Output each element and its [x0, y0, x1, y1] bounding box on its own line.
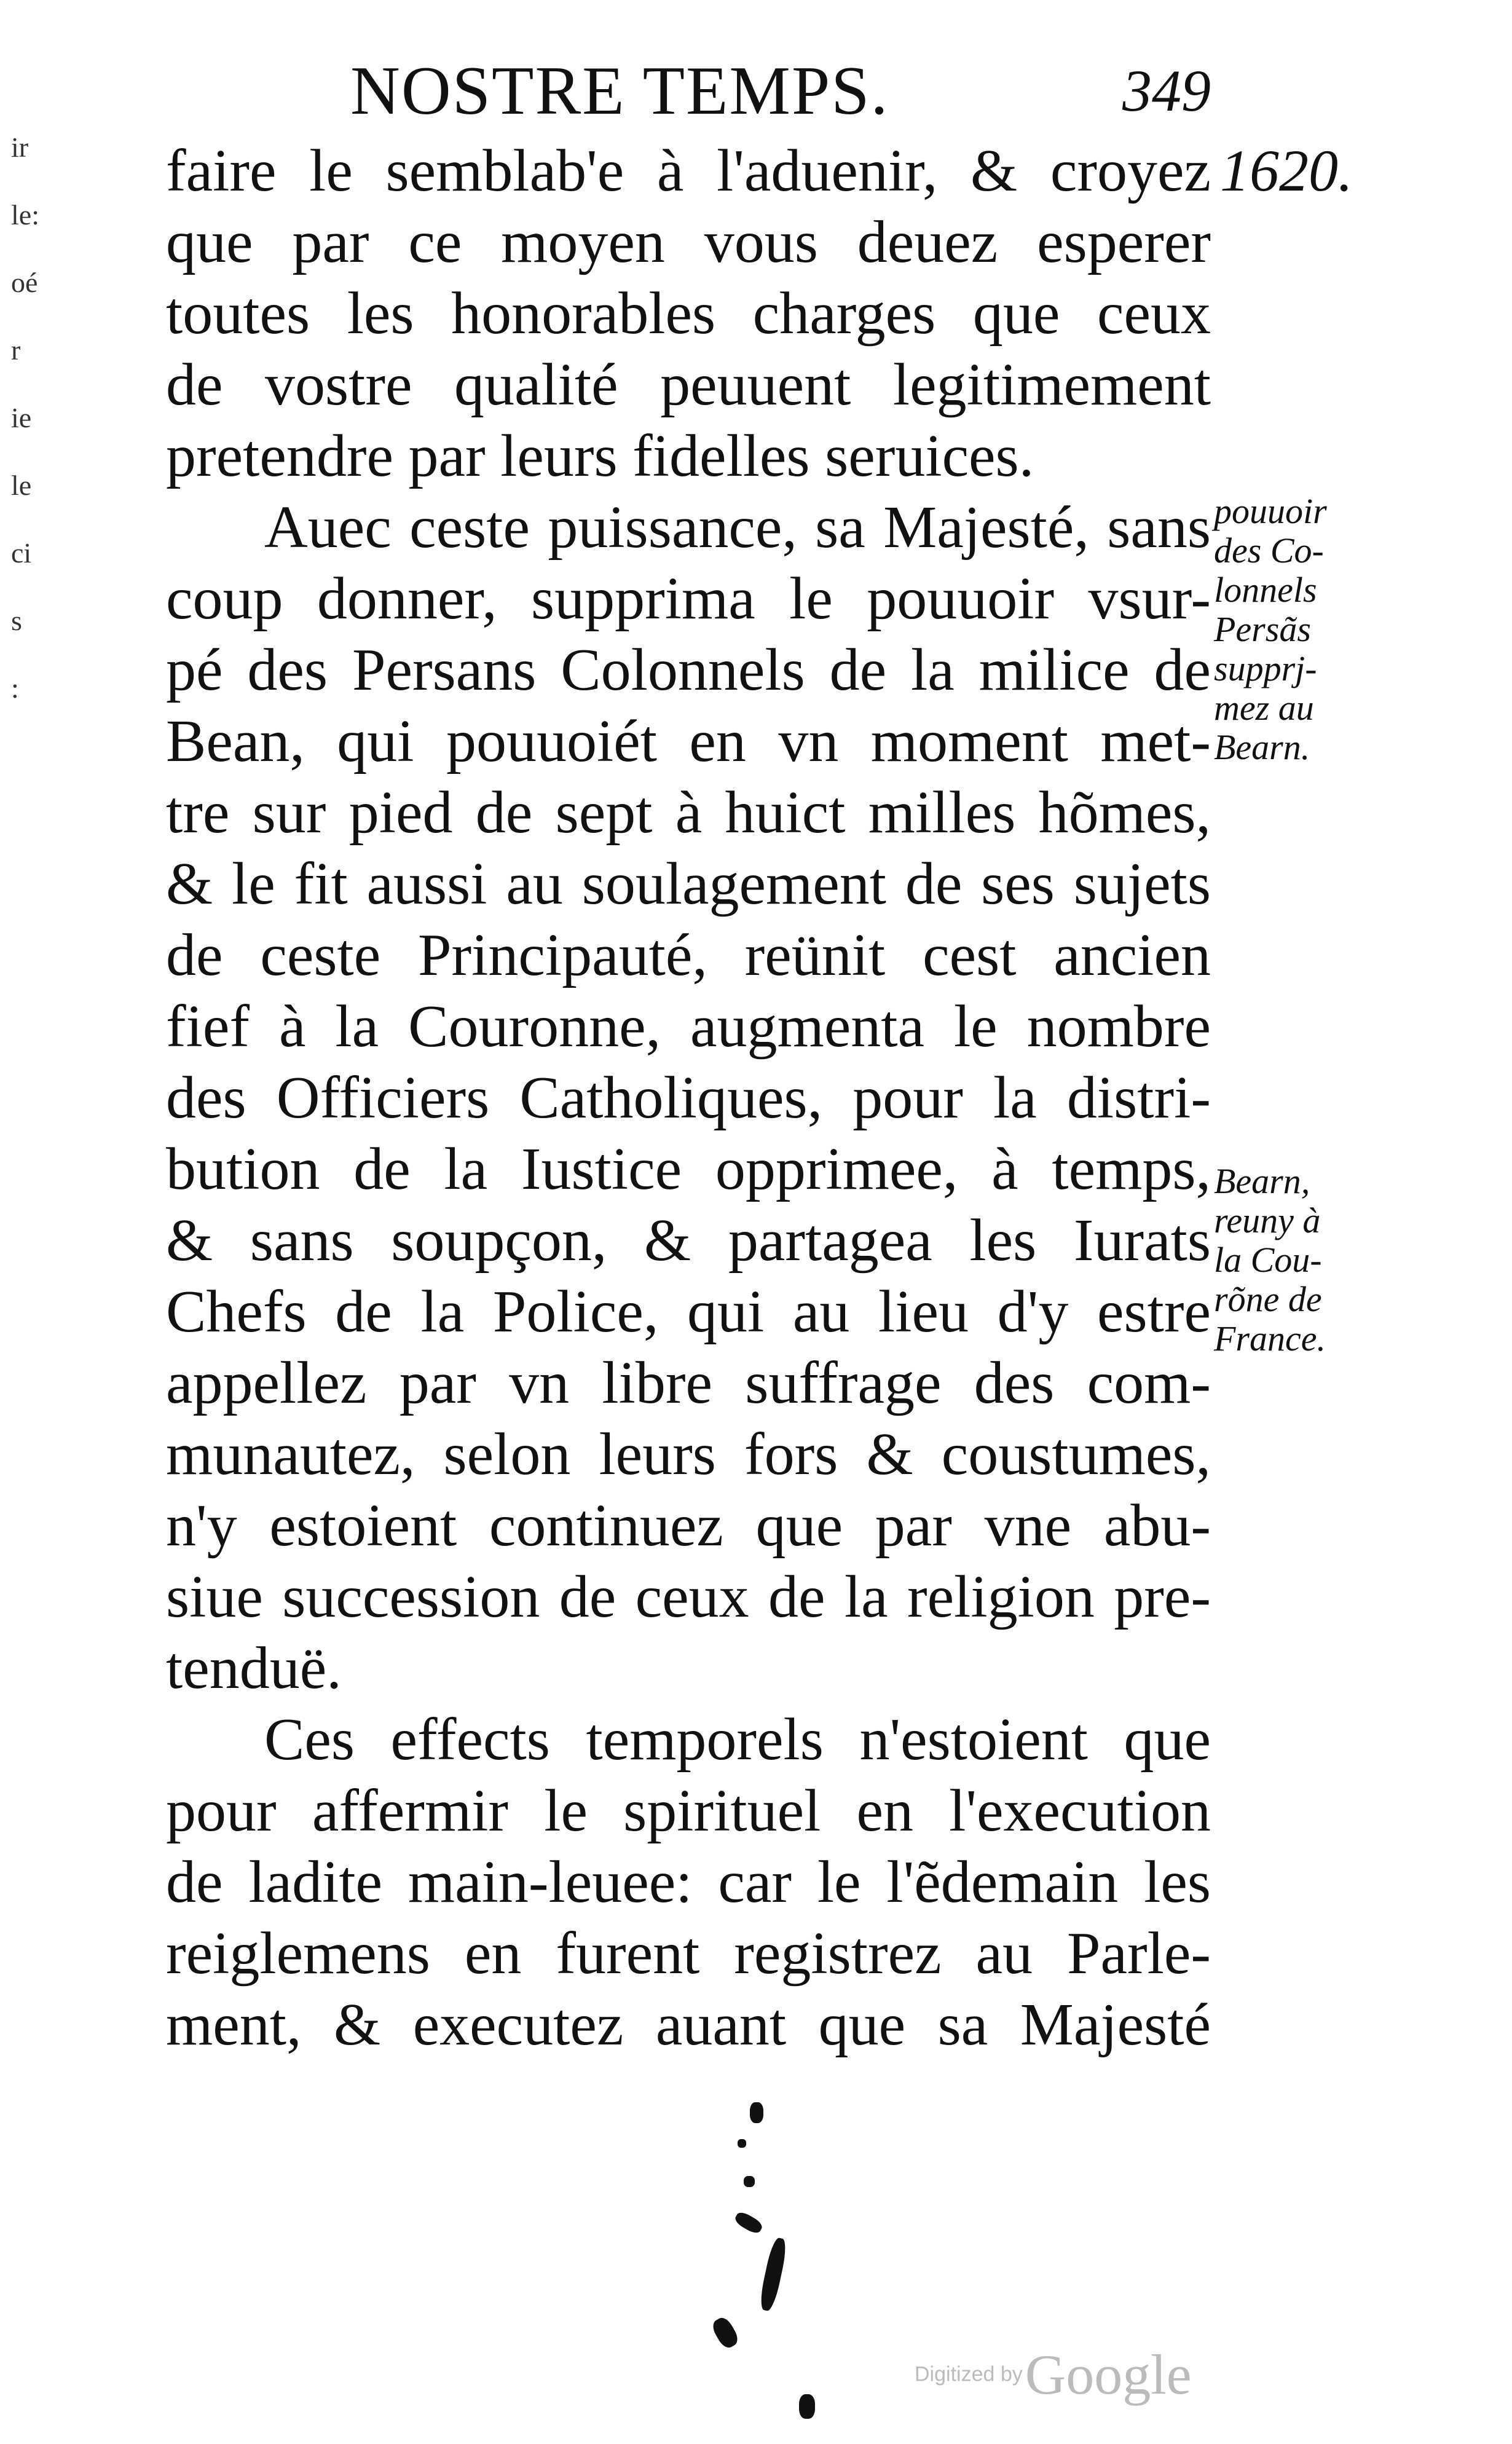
text-line: & sans soupçon, & partagea les Iurats: [166, 1207, 1211, 1274]
page-number: 349: [1122, 58, 1211, 124]
ink-blot: [758, 2237, 789, 2312]
note-line: pouuoir: [1214, 491, 1327, 531]
note-line: des Co-: [1214, 530, 1324, 570]
text-line: pé des Persans Colonnels de la milice de: [166, 637, 1211, 703]
text-line: Bean, qui pouuoiét en vn moment met-: [166, 708, 1211, 775]
ink-blot: [733, 2210, 765, 2236]
margin-note-persans: [1214, 492, 1374, 767]
ink-blot: [744, 2176, 755, 2187]
text-line: que par ce moyen vous deuez esperer: [166, 209, 1211, 275]
ink-blot: [738, 2139, 746, 2148]
fragment: le:: [11, 199, 39, 231]
fragment: ie: [11, 402, 32, 433]
ink-blot: [750, 2102, 763, 2123]
text-line: munautez, selon leurs fors & coustumes,: [166, 1421, 1211, 1488]
text-line: ment, & executez auant que sa Majesté: [166, 1992, 1211, 2058]
margin-note-bearn: [1214, 1162, 1374, 1358]
ink-blot: [799, 2394, 815, 2419]
note-line: Bearn.: [1214, 727, 1310, 767]
google-logo: Google: [1025, 2343, 1192, 2406]
text-line: fief à la Couronne, augmenta le nombre: [166, 993, 1211, 1060]
note-line: la Cou-: [1214, 1240, 1322, 1280]
watermark-small: Digitized by: [915, 2362, 1023, 2386]
left-edge-fragments: [11, 129, 48, 738]
digitized-watermark: [915, 2342, 1192, 2407]
text-line: Auec ceste puissance, sa Majesté, sans: [264, 494, 1211, 561]
fragment: r: [11, 334, 21, 366]
text-line: de vostre qualité peuuent legitimement: [166, 352, 1211, 418]
ink-blot: [710, 2315, 741, 2351]
text-line: pour affermir le spirituel en l'execution: [166, 1778, 1211, 1844]
body-text: [166, 135, 1211, 2060]
note-line: reuny à: [1214, 1200, 1321, 1240]
text-line: de ladite main-leuee: car le l'ẽdemain les: [166, 1849, 1211, 1915]
page-header: [350, 54, 1211, 128]
text-line: appellez par vn libre suffrage des com-: [166, 1350, 1211, 1416]
text-line: Chefs de la Police, qui au lieu d'y estre: [166, 1279, 1211, 1345]
text-line: toutes les honorables charges que ceux: [166, 280, 1211, 347]
fragment: s: [11, 605, 22, 636]
text-line: bution de la Iustice opprimee, à temps,: [166, 1136, 1211, 1202]
fragment: ci: [11, 537, 32, 569]
note-line: Persãs: [1214, 609, 1311, 649]
text-line: siue succession de ceux de la religion pre-: [166, 1564, 1211, 1630]
text-line: coup donner, supprima le pouuoir vsur-: [166, 566, 1211, 632]
text-line: faire le semblab'e à l'aduenir, & croyez: [166, 138, 1211, 204]
note-line: lonnels: [1214, 570, 1317, 610]
fragment: oé: [11, 267, 38, 298]
fragment: le: [11, 470, 32, 501]
note-line: supprj-: [1214, 648, 1317, 688]
text-line: pretendre par leurs fidelles seruices.: [166, 423, 1034, 489]
note-line: rõne de: [1214, 1279, 1322, 1319]
text-line: & le fit aussi au soulagement de ses sujets: [166, 851, 1211, 917]
text-line: n'y estoient continuez que par vne abu-: [166, 1492, 1211, 1559]
running-title: NOSTRE TEMPS.: [350, 53, 889, 129]
text-line: tre sur pied de sept à huict milles hõmes,: [166, 779, 1211, 846]
fragment: ir: [11, 132, 29, 163]
margin-year: 1620.: [1220, 138, 1353, 203]
note-line: mez au: [1214, 688, 1314, 728]
fragment: :: [11, 672, 19, 704]
text-line: des Officiers Catholiques, pour la distri-: [166, 1065, 1211, 1131]
text-line: reiglemens en furent registrez au Parle-: [166, 1920, 1211, 1987]
note-line: Bearn,: [1214, 1161, 1310, 1201]
text-line: Ces effects temporels n'estoient que: [264, 1706, 1211, 1773]
text-line: tenduë.: [166, 1635, 342, 1701]
note-line: France.: [1214, 1319, 1326, 1358]
text-line: de ceste Principauté, reünit cest ancien: [166, 922, 1211, 988]
